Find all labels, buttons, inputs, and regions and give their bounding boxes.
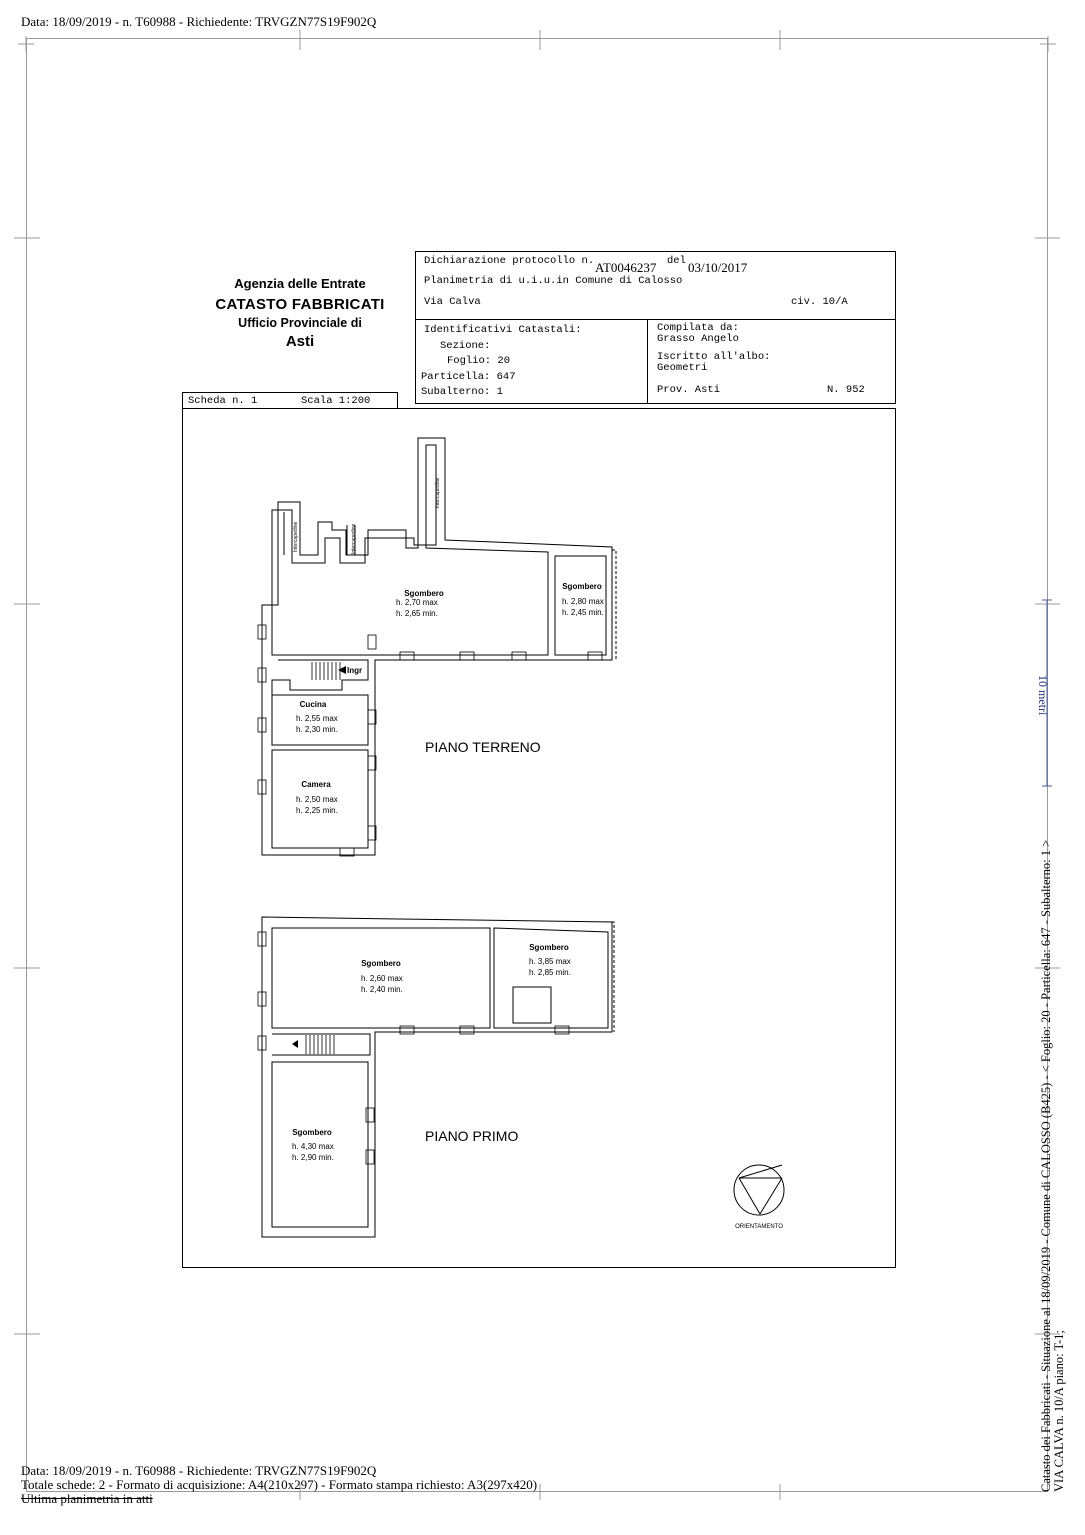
room-hmax: h. 2,70 max (396, 598, 438, 607)
room-name: Sgombero (361, 959, 401, 968)
street: Via Calva (424, 296, 481, 308)
compiler-label: Compilata da: (657, 322, 739, 334)
pp-block (513, 987, 551, 1023)
scale-bar-label: 10 metri (1036, 675, 1050, 716)
scale: Scala 1:200 (301, 395, 371, 407)
particella: Particella: 647 (421, 371, 516, 383)
foglio: Foglio: 20 (447, 355, 511, 367)
side-line-1: Catasto dei Fabbricati - Situazione al 18/09/2019 - Comune di CALOSSO (B425) - < Foglio: 20 - Particella: 647 - Subalterno: 1 > (1039, 839, 1053, 1492)
compiler-name: Grasso Angelo (657, 333, 739, 345)
orientation-compass-icon (734, 1165, 784, 1215)
room-hmin: h. 2,85 min. (529, 968, 571, 977)
scheda-number: Scheda n. 1 (188, 395, 258, 407)
subalterno: Subalterno: 1 (421, 386, 503, 398)
room-name: Sgombero (404, 589, 444, 598)
room-hmin: h. 2,90 min. (292, 1153, 334, 1162)
footer-line-1: Data: 18/09/2019 - n. T60988 - Richiedente: TRVGZN77S19F902Q (21, 1463, 377, 1478)
room-hmax: h. 2,60 max (361, 974, 403, 983)
compiler-province: Prov. Asti (657, 384, 721, 396)
footer-line-3: Ultima planimetria in atti (21, 1491, 153, 1506)
agency-office: Ufficio Provinciale di (238, 316, 362, 330)
room-name: Sgombero (562, 582, 602, 591)
protocol-number: AT0046237 (595, 260, 657, 275)
identifiers-title: Identificativi Catastali: (424, 324, 582, 336)
document-header: Data: 18/09/2019 - n. T60988 - Richiedente: TRVGZN77S19F902Q (21, 14, 377, 29)
entrance-arrow-icon (338, 666, 346, 674)
albo-label: Iscritto all'albo: (657, 351, 771, 363)
orientation-label: ORIENTAMENTO (735, 1224, 783, 1230)
albo: Geometri (657, 362, 708, 374)
side-cadastral-note (1040, 812, 1066, 1492)
room-hmin: h. 2,40 min. (361, 985, 403, 994)
planimetry-line: Planimetria di u.i.u.in Comune di Calosso (424, 275, 683, 287)
ground-dashed-edge (612, 550, 616, 660)
ground-stairs (312, 662, 340, 680)
room-hmax: h. 2,80 max (562, 597, 604, 606)
intercapedine-label: Intercapedine (351, 523, 357, 554)
protocol-label: Dichiarazione protocollo n. (424, 255, 595, 267)
agency-registry: CATASTO FABBRICATI (215, 296, 385, 313)
sezione: Sezione: (440, 340, 491, 352)
ground-sgombero-walls (272, 445, 548, 655)
intercapedine-label: Intercapedine (435, 477, 441, 508)
ingresso-label: Ingr (347, 666, 363, 675)
room-name: Cucina (299, 700, 327, 709)
side-line-2: VIA CALVA n. 10/A piano: T-1; (1052, 1330, 1066, 1492)
room-hmax: h. 2,50 max (296, 795, 338, 804)
room-name: Sgombero (529, 943, 569, 952)
agency-province: Asti (285, 333, 315, 350)
civic-number: civ. 10/A (791, 296, 848, 308)
pp-stair-walls (272, 1034, 370, 1055)
room-name: Sgombero (292, 1128, 332, 1137)
room-name: Camera (301, 780, 331, 789)
room-hmax: h. 4,30 max (292, 1142, 334, 1151)
footer-line-2: Totale schede: 2 - Formato di acquisizione: A4(210x297) - Formato stampa richiesto: A3(297x420) (21, 1477, 538, 1492)
intercapedine-label: Intercapedine (293, 521, 299, 552)
room-hmin: h. 2,25 min. (296, 806, 338, 815)
first-floor-title: PIANO PRIMO (425, 1128, 519, 1144)
room-hmin: h. 2,45 min. (562, 608, 604, 617)
room-hmin: h. 2,65 min. (396, 609, 438, 618)
compiler-number: N. 952 (827, 384, 865, 396)
room-hmin: h. 2,30 min. (296, 725, 338, 734)
stair-arrow-icon (292, 1040, 298, 1048)
date-label: del (667, 255, 686, 267)
ground-floor-title: PIANO TERRENO (425, 739, 541, 755)
declaration-date: 03/10/2017 (688, 260, 748, 275)
document-footer (21, 1464, 537, 1506)
agency-name: Agenzia delle Entrate (234, 276, 366, 291)
room-hmax: h. 3,85 max (529, 957, 571, 966)
pp-stairs (306, 1035, 334, 1054)
room-hmax: h. 2,55 max (296, 714, 338, 723)
